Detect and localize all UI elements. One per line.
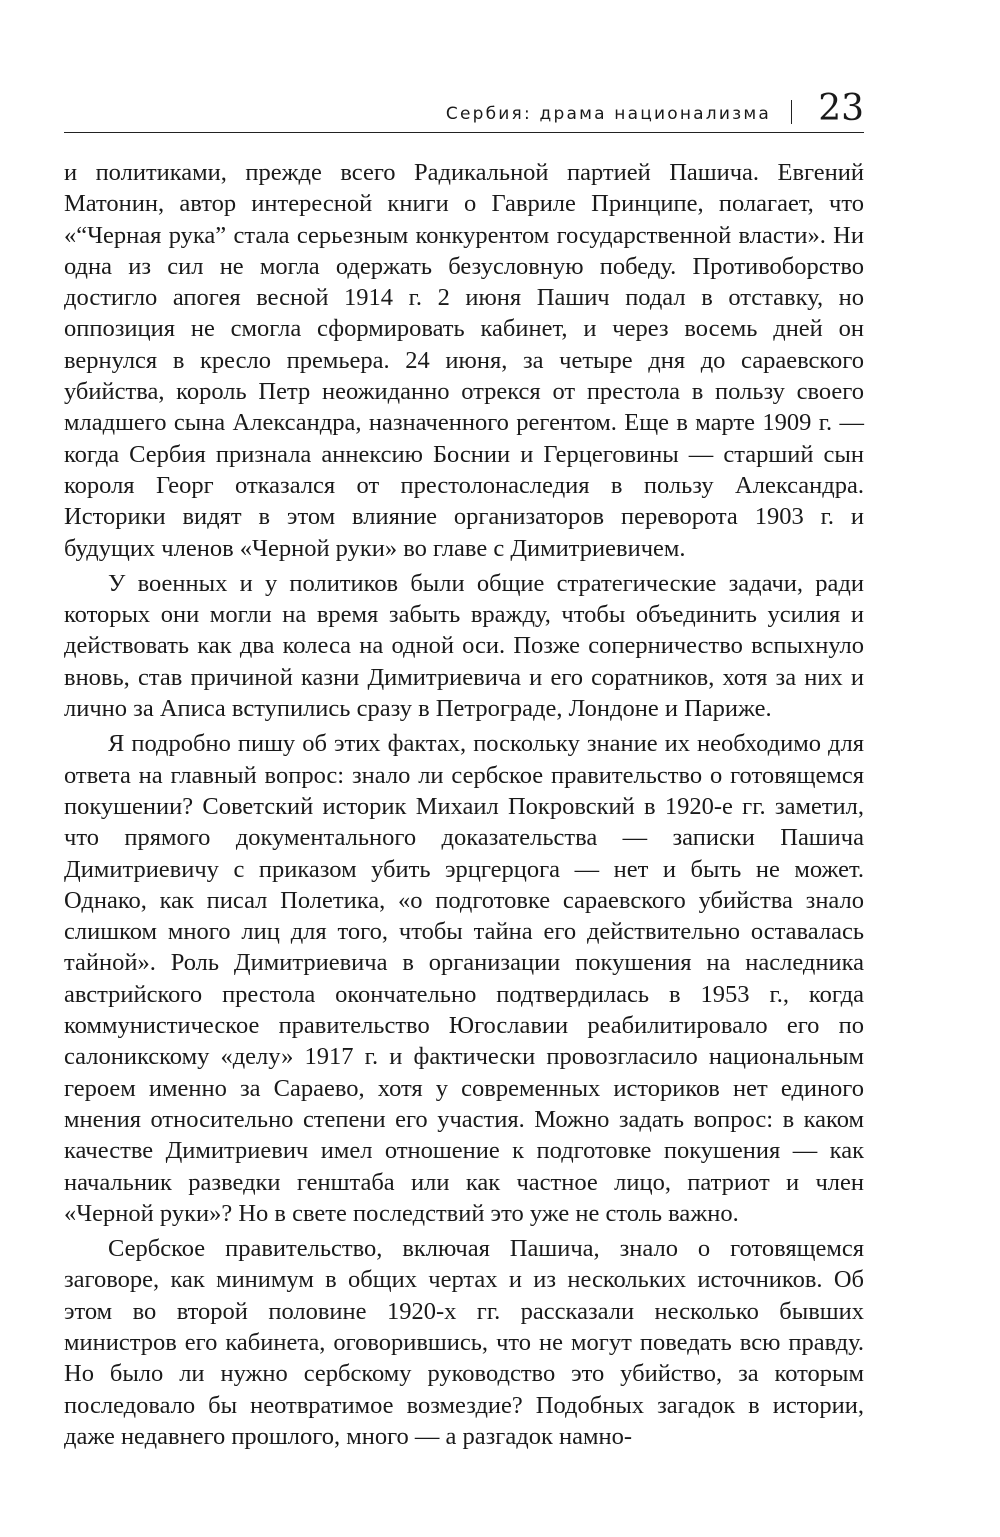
running-head-title: Сербия: драма национализма <box>445 104 771 124</box>
book-page <box>64 0 864 1537</box>
paragraph-2: У военных и у политиков были общие стратегические задачи, ради которых они могли на время забыть вражду, чтобы объединить усилия и действовать как два колеса на одной оси. Позже соперничество вспыхнуло вновь, став причиной казни Димитриевича и его соратников, хотя за них и лично за Аписа вступились сразу в Петрограде, Лондоне и Париже. <box>64 569 864 723</box>
paragraph-1: и политиками, прежде всего Радикальной партией Пашича. Евгений Матонин, автор интересной книги о Гавриле Принципе, полагает, что «“Черная рука” стала серьезным конкурентом государственной власти». Ни одна из сил не могла одержать безусловную победу. Противоборство достигло апогея весной 1914 г. 2 июня Пашич подал в отставку, но оппозиция не смогла сформировать кабинет, и через восемь дней он вернулся в кресло премьера. 24 июня, за четыре дня до сараевского убийства, король Петр неожиданно отрекся от престола в пользу своего младшего сына Александра, назначенного регентом. Еще в марте 1909 г. — когда Сербия признала аннексию Боснии и Герцеговины — старший сын короля Георг отказался от престолонаследия в пользу Александра. Историки видят в этом влияние организаторов переворота 1903 г. и будущих членов «Черной руки» во главе с Димитриевичем. <box>64 159 864 562</box>
paragraph-4: Сербское правительство, включая Пашича, знало о готовящемся заговоре, как минимум в общих чертах и из нескольких источников. Об этом во второй половине 1920-х гг. рассказали несколько бывших министров его кабинета, оговорившись, что не могут поведать всю правду. Но было ли нужно сербскому руководство это убийство, за которым последовало бы неотвратимое возмездие? Подобных загадок в истории, даже недавнего прошлого, много — а разгадок намно- <box>64 1235 864 1450</box>
body-text <box>64 157 864 1452</box>
running-head <box>64 86 864 133</box>
running-head-separator <box>791 100 793 124</box>
paragraph-3: Я подробно пишу об этих фактах, поскольку знание их необходимо для ответа на главный вопрос: знало ли сербское правительство о готовящемся покушении? Советский историк Михаил Покровский в 1920-е гг. заметил, что прямого документального доказательства — записки Пашича Димитриевичу с приказом убить эрцгерцога — нет и быть не может. Однако, как писал Полетика, «о подготовке сараевского убийства знало слишком много лиц для того, чтобы тайна его действительно оставалась тайной». Роль Димитриевича в организации покушения на наследника австрийского престола окончательно подтвердилась в 1953 г., когда коммунистическое правительство Югославии реабилитировало его по салоникскому «делу» 1917 г. и фактически провозгласило национальным героем именно за Сараево, хотя у современных историков нет единого мнения относительно степени его участия. Можно задать вопрос: в каком качестве Димитриевич имел отношение к подготовке покушения — как начальник разведки генштаба или как частное лицо, патриот и член «Черной руки»? Но в свете последствий это уже не столь важно. <box>64 730 864 1227</box>
page-number: 23 <box>818 88 864 129</box>
